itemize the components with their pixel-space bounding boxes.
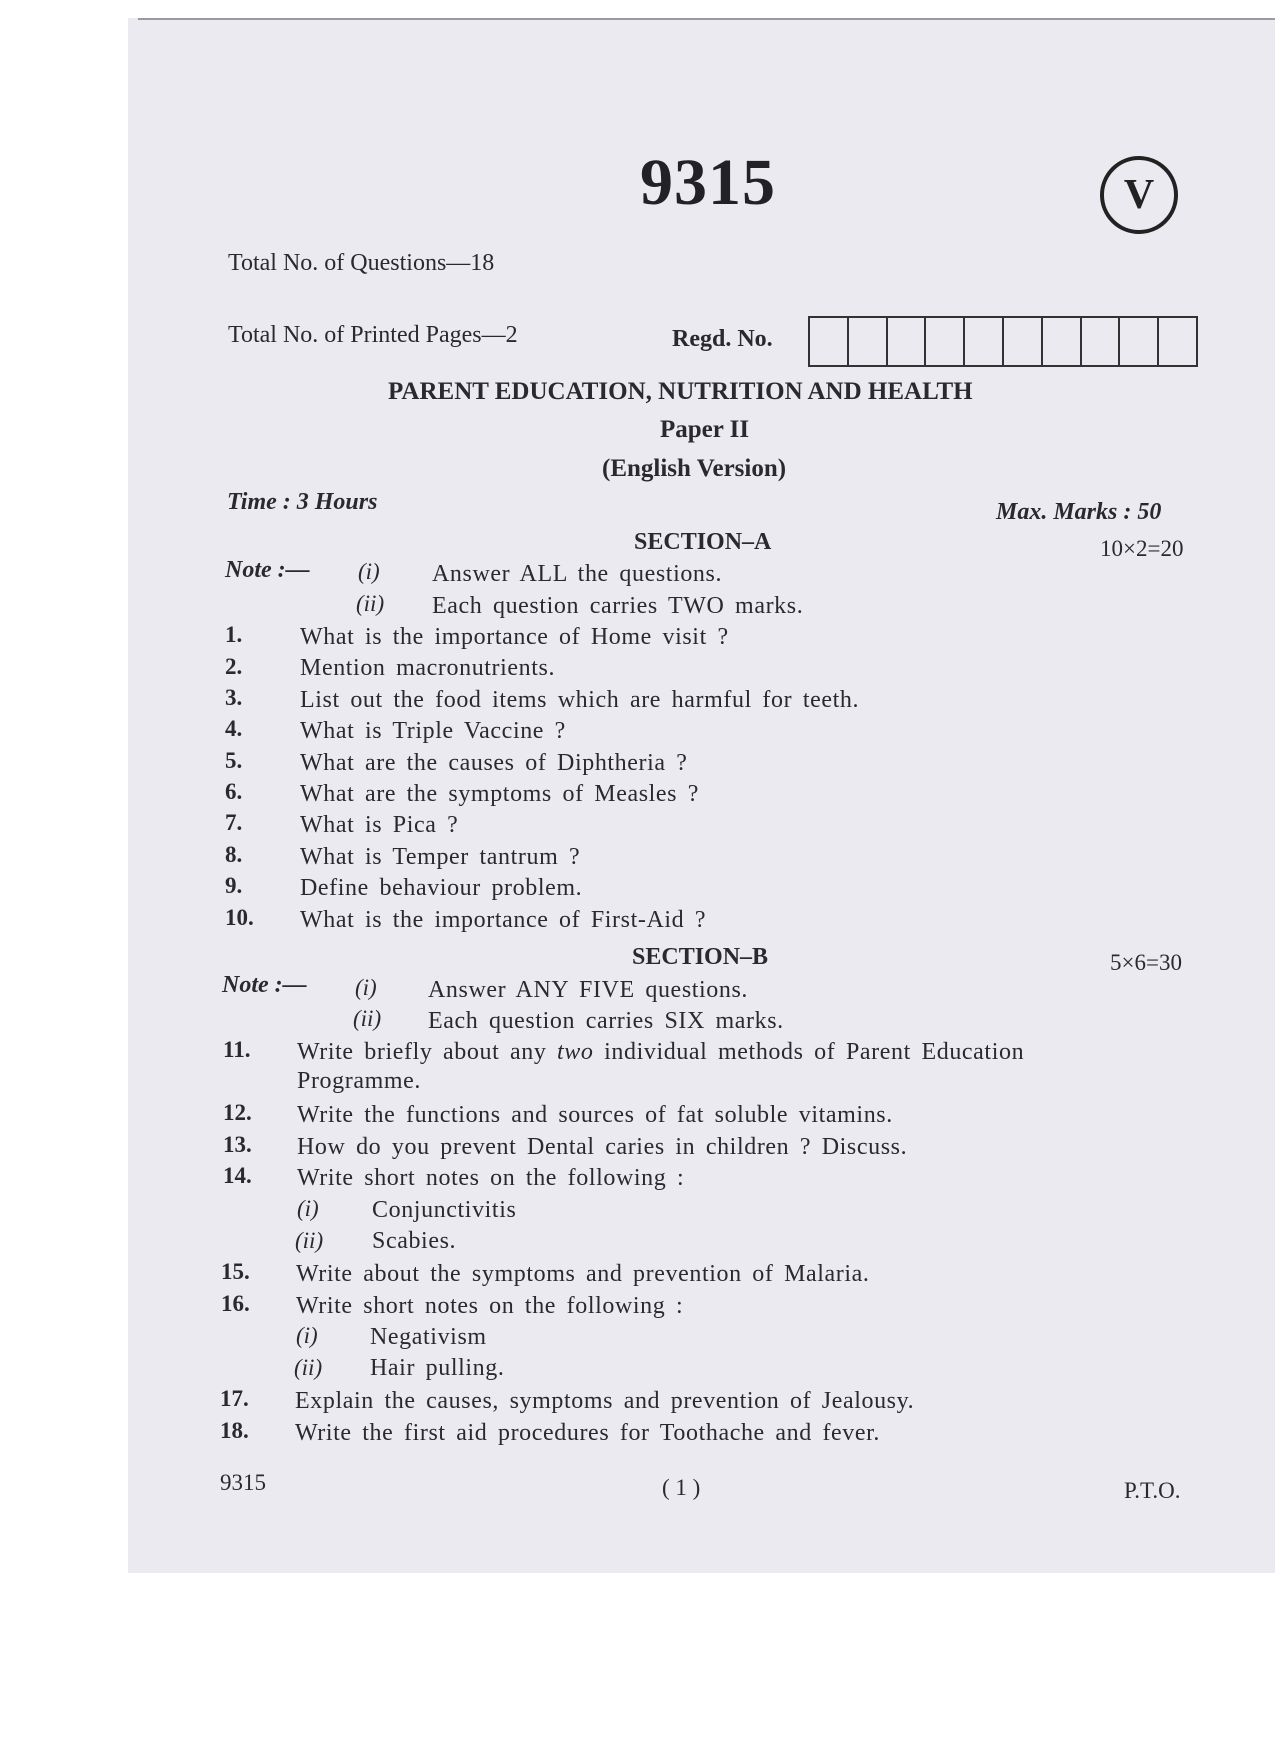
sub-part-number: (ii) [294,1355,323,1380]
question-number: 9. [225,873,243,898]
regd-digit-box[interactable] [1082,318,1121,365]
regd-label: Regd. No. [672,326,773,352]
question-text: How do you prevent Dental caries in children ? Discuss. [297,1134,908,1160]
question-text: Write the functions and sources of fat soluble vitamins. [297,1102,893,1128]
note-text: Each question carries SIX marks. [428,1008,784,1034]
regd-digit-box[interactable] [1004,318,1043,365]
sub-part-number: (i) [296,1323,318,1348]
total-pages: Total No. of Printed Pages—2 [228,322,518,348]
section-a-marks: 10×2=20 [1100,536,1184,561]
version-badge [1100,156,1178,234]
question-number: 14. [223,1163,252,1188]
note-text: Answer ANY FIVE questions. [428,977,749,1003]
scan-edge-line [138,18,1275,20]
regd-digit-box[interactable] [965,318,1004,365]
regd-digit-box[interactable] [888,318,927,365]
question-text: Write short notes on the following : [296,1293,684,1319]
question-text: Write the first aid procedures for Toothache and fever. [295,1420,881,1446]
sub-part-number: (ii) [295,1228,324,1253]
question-text: What is Pica ? [300,812,459,838]
question-text: What is Temper tantrum ? [300,844,581,870]
max-marks: Max. Marks : 50 [996,499,1162,525]
question-text: Write about the symptoms and prevention of Malaria. [296,1261,870,1287]
question-number: 7. [225,810,243,835]
note-number: (i) [355,975,377,1000]
question-emphasis: two [557,1039,594,1065]
question-text: Explain the causes, symptoms and prevention of Jealousy. [295,1388,915,1414]
sub-part-number: (i) [297,1196,319,1221]
question-text-part: Write briefly about any [297,1039,558,1065]
regd-digit-box[interactable] [1159,318,1196,365]
subject-title: PARENT EDUCATION, NUTRITION AND HEALTH [388,378,973,405]
question-text: What are the symptoms of Measles ? [300,781,699,807]
question-text: What is Triple Vaccine ? [300,718,566,744]
pto-label: P.T.O. [1124,1478,1181,1503]
time-allowed: Time : 3 Hours [227,489,378,515]
section-b-title: SECTION–B [632,944,769,970]
question-text: Write short notes on the following : [297,1165,685,1191]
section-b-note-label: Note :— [222,972,307,998]
paper-code: 9315 [640,146,776,219]
question-number: 6. [225,779,243,804]
sub-part-text: Negativism [370,1324,487,1350]
question-number: 13. [223,1132,252,1157]
regd-number-boxes[interactable] [808,316,1198,367]
question-text: Mention macronutrients. [300,655,556,681]
version-badge-letter: V [1123,172,1155,218]
section-a-title: SECTION–A [634,529,772,555]
sub-part-text: Scabies. [372,1228,457,1254]
paper-number: Paper II [660,416,750,443]
question-number: 8. [225,842,243,867]
question-number: 17. [220,1386,249,1411]
regd-digit-box[interactable] [810,318,849,365]
note-number: (i) [358,559,380,584]
question-number: 12. [223,1100,252,1125]
question-text: List out the food items which are harmful for teeth. [300,687,860,713]
regd-digit-box[interactable] [1043,318,1082,365]
question-text-part: individual methods of Parent Education [593,1039,1025,1065]
total-questions: Total No. of Questions—18 [228,250,495,276]
question-text: What is the importance of First-Aid ? [300,907,707,933]
question-number: 10. [225,905,254,930]
question-number: 3. [225,685,243,710]
question-number: 5. [225,748,243,773]
regd-digit-box[interactable] [926,318,965,365]
sub-part-text: Hair pulling. [370,1355,505,1381]
question-text: Define behaviour problem. [300,875,583,901]
sub-part-text: Conjunctivitis [372,1197,517,1223]
question-text: What is the importance of Home visit ? [300,624,729,650]
note-number: (ii) [353,1006,382,1031]
question-text [297,1039,1024,1066]
question-number: 2. [225,654,243,679]
question-number: 15. [221,1259,250,1284]
note-number: (ii) [356,591,385,616]
question-text: What are the causes of Diphtheria ? [300,750,688,776]
section-a-note-label: Note :— [225,557,310,583]
question-number: 1. [225,622,243,647]
regd-digit-box[interactable] [849,318,888,365]
question-text-continued: Programme. [297,1068,421,1094]
question-number: 16. [221,1291,250,1316]
question-number: 11. [223,1037,251,1062]
note-text: Answer ALL the questions. [432,561,723,587]
footer-paper-code: 9315 [220,1470,266,1495]
note-text: Each question carries TWO marks. [432,593,804,619]
question-number: 18. [220,1418,249,1443]
page-number: ( 1 ) [662,1475,701,1500]
regd-digit-box[interactable] [1120,318,1159,365]
section-b-marks: 5×6=30 [1110,950,1182,975]
question-number: 4. [225,716,243,741]
language-version: (English Version) [602,455,787,482]
